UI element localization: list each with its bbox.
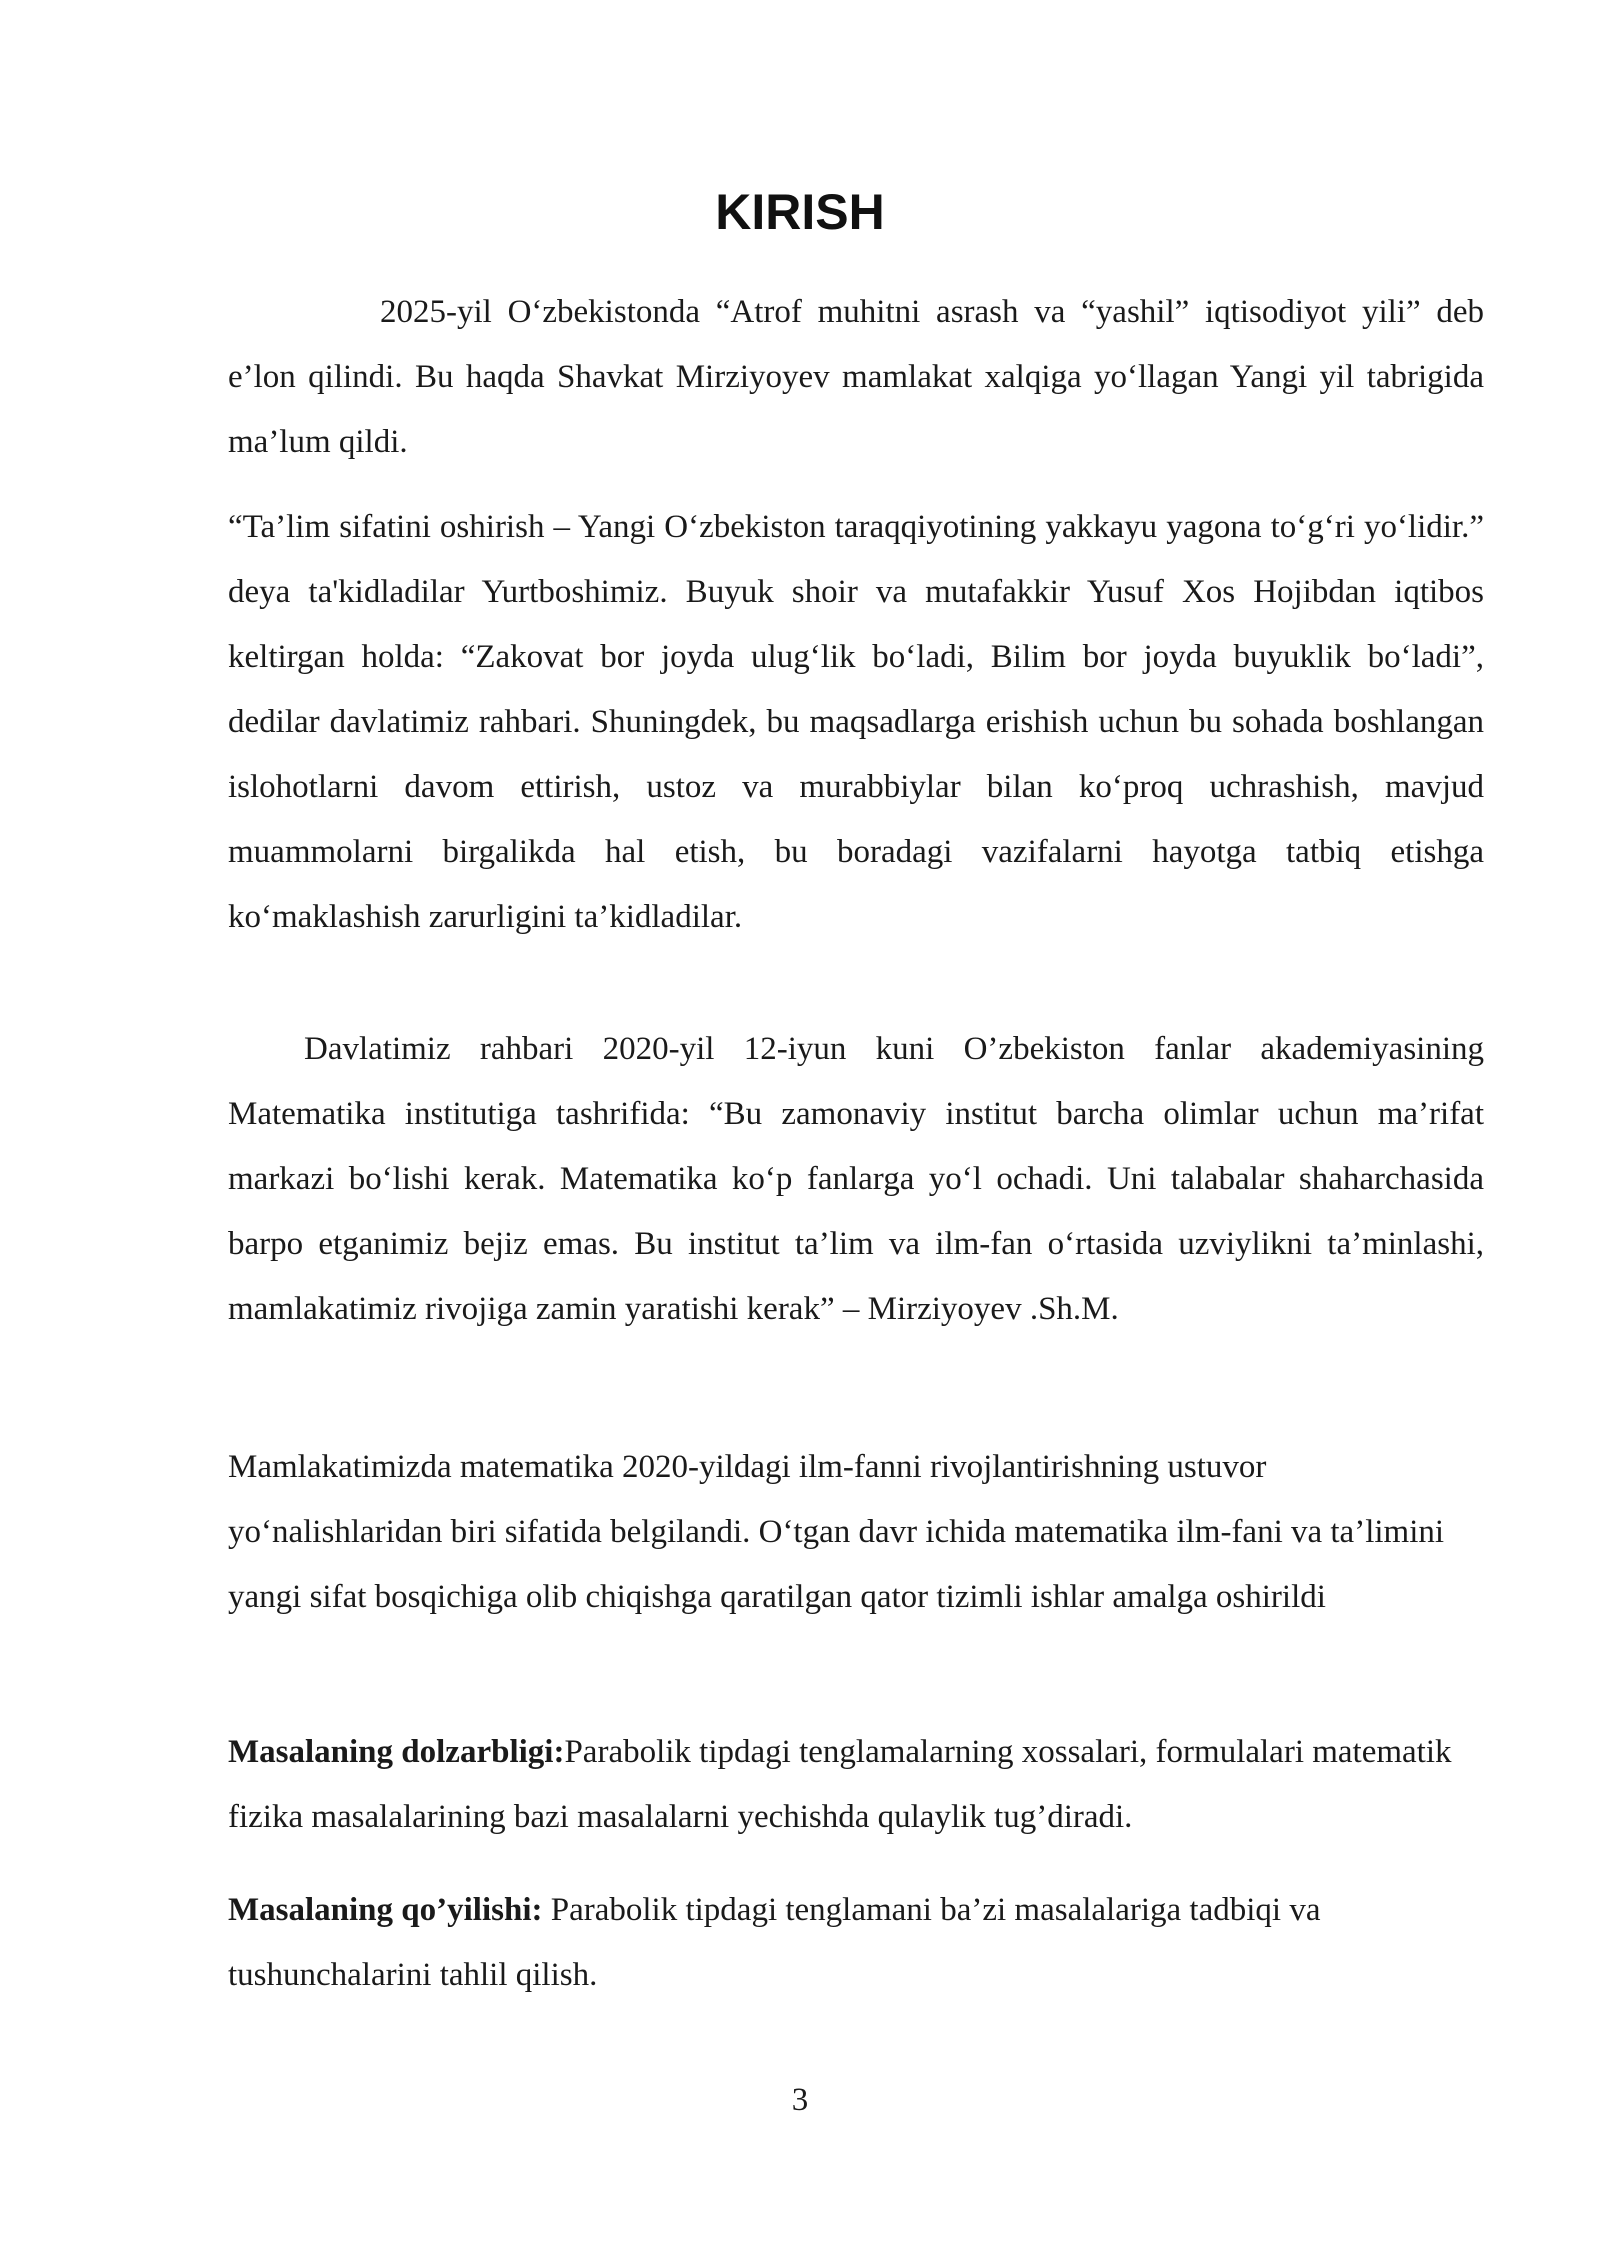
paragraph-year-announcement: 2025-yil O‘zbekistonda “Atrof muhitni asrash va “yashil” iqtisodiyot yili” deb e’lon qilindi. Bu haqda Shavkat Mirziyoyev mamlakat xalqiga yo‘llagan Yangi yil tabrigida ma’lum qildi. bbox=[228, 294, 1484, 460]
paragraph-problem-statement bbox=[228, 1878, 1484, 2008]
paragraph-math-institute: Davlatimiz rahbari 2020-yil 12-iyun kuni O’zbekiston fanlar akademiyasining Matematika institutiga tashrifida: “Bu zamonaviy institut barcha olimlar uchun ma’rifat markazi bo‘lishi kerak. Matematika ko‘p fanlarga yo‘l ochadi. Uni talabalar shaharchasida barpo etganimiz bejiz emas. Bu institut ta’lim va ilm-fan o‘rtasida uzviylikni ta’minlashi, mamlakatimiz rivojiga zamin yaratishi kerak” – Mirziyoyev .Sh.M. bbox=[228, 1031, 1484, 1327]
relevance-text: Parabolik tipdagi tenglamalarning xossalari, formulalari matematik fizika masalalarining bazi masalalarni yechishda qulaylik tug’diradi. bbox=[228, 1734, 1452, 1835]
paragraph-relevance bbox=[228, 1720, 1484, 1850]
paragraph-education-quality: “Ta’lim sifatini oshirish – Yangi O‘zbekiston taraqqiyotining yakkayu yagona to‘g‘ri yo‘lidir.” deya ta'kidladilar Yurtboshimiz. Buyuk shoir va mutafakkir Yusuf Xos Hojibdan iqtibos keltirgan holda: “Zakovat bor joyda ulug‘lik bo‘ladi, Bilim bor joyda buyuklik bo‘ladi”, dedilar davlatimiz rahbari. Shuningdek, bu maqsadlarga erishish uchun bu sohada boshlangan islohotlarni davom ettirish, ustoz va murabbiylar bilan ko‘proq uchrashish, mavjud muammolarni birgalikda hal etish, bu boradagi vazifalarni hayotga tatbiq etishga ko‘maklashish zarurligini ta’kidladilar. bbox=[228, 509, 1484, 935]
statement-text: Parabolik tipdagi tenglamani ba’zi masalalariga tadbiqi va tushunchalarini tahlil qilish. bbox=[228, 1892, 1321, 1993]
page-title: KIRISH bbox=[715, 184, 885, 240]
relevance-label: Masalaning dolzarbligi: bbox=[228, 1734, 565, 1770]
paragraph-math-priority: Mamlakatimizda matematika 2020-yildagi ilm-fanni rivojlantirishning ustuvor yo‘nalishlaridan biri sifatida belgilandi. O‘tgan davr ichida matematika ilm-fani va ta’limini yangi sifat bosqichiga olib chiqishga qaratilgan qator tizimli ishlar amalga oshirildi bbox=[228, 1449, 1445, 1615]
page-number: 3 bbox=[791, 2082, 809, 2118]
statement-label: Masalaning qo’yilishi: bbox=[228, 1892, 543, 1928]
